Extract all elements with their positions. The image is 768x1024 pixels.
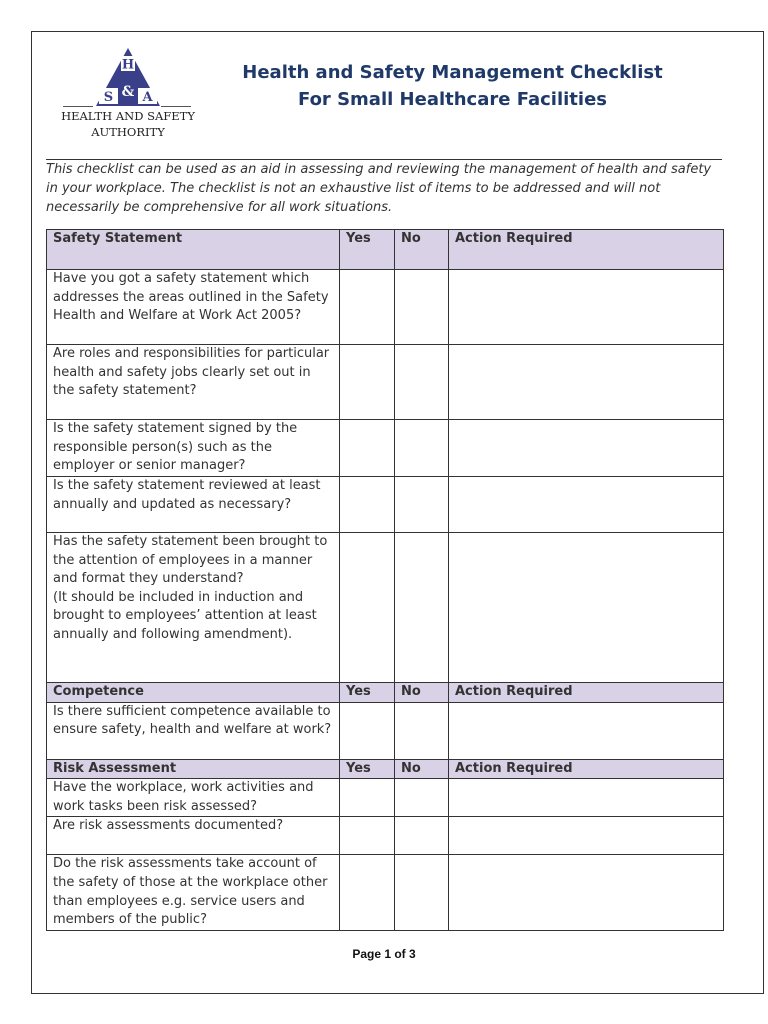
checklist-row: [47, 779, 724, 817]
checklist-row: [47, 702, 724, 759]
no-cell[interactable]: [395, 855, 449, 930]
section-title: Safety Statement: [47, 230, 340, 270]
yes-cell[interactable]: [340, 477, 395, 533]
action-cell[interactable]: [449, 420, 724, 477]
question-text: Do the risk assessments take account of the safety of those at the workplace other than employees e.g. service users and members of the public?: [47, 855, 340, 930]
checklist-row: [47, 817, 724, 855]
no-column-header: No: [395, 230, 449, 270]
no-cell[interactable]: [395, 702, 449, 759]
action-column-header: Action Required: [449, 683, 724, 703]
question-text: Is the safety statement reviewed at least annually and updated as necessary?: [47, 477, 340, 533]
no-cell[interactable]: [395, 270, 449, 345]
no-column-header: No: [395, 683, 449, 703]
section-header-row: [47, 759, 724, 779]
intro-paragraph: This checklist can be used as an aid in assessing and reviewing the management of health and safety in your workplace. The checklist is not an exhaustive list of items to be addressed and will not necessarily be comprehensive for all work situations.: [46, 162, 712, 215]
action-cell[interactable]: [449, 533, 724, 683]
no-cell[interactable]: [395, 420, 449, 477]
yes-column-header: Yes: [340, 230, 395, 270]
section-header-row: [47, 230, 724, 270]
no-cell[interactable]: [395, 533, 449, 683]
question-text: Are risk assessments documented?: [47, 817, 340, 855]
question-text: Are roles and responsibilities for particular health and safety jobs clearly set out in the safety statement?: [47, 345, 340, 420]
question-text: Have the workplace, work activities and work tasks been risk assessed?: [47, 779, 340, 817]
document-title: Health and Safety Management Checklist: [242, 62, 663, 83]
logo-rule-right: [161, 106, 191, 107]
yes-cell[interactable]: [340, 345, 395, 420]
logo-rule-left: [63, 106, 93, 107]
yes-cell[interactable]: [340, 702, 395, 759]
action-cell[interactable]: [449, 702, 724, 759]
checklist-row: [47, 477, 724, 533]
checklist-table: [46, 229, 724, 931]
question-text: Has the safety statement been brought to the attention of employees in a manner and format they understand? (It should be included in induction and brought to employees’ attention at least annually and following amendment).: [47, 533, 340, 683]
no-cell[interactable]: [395, 477, 449, 533]
yes-column-header: Yes: [340, 683, 395, 703]
section-title: Competence: [47, 683, 340, 703]
no-cell[interactable]: [395, 817, 449, 855]
checklist-row: [47, 270, 724, 345]
yes-column-header: Yes: [340, 759, 395, 779]
checklist-row: [47, 420, 724, 477]
action-cell[interactable]: [449, 855, 724, 930]
no-column-header: No: [395, 759, 449, 779]
logo-org-line-2: AUTHORITY: [91, 125, 165, 139]
yes-cell[interactable]: [340, 420, 395, 477]
action-cell[interactable]: [449, 477, 724, 533]
no-cell[interactable]: [395, 779, 449, 817]
question-text: Is the safety statement signed by the responsible person(s) such as the employer or senior manager?: [47, 420, 340, 477]
question-text: Have you got a safety statement which addresses the areas outlined in the Safety Health and Welfare at Work Act 2005?: [47, 270, 340, 345]
logo-letter-s: S: [103, 90, 114, 105]
logo-letter-h: H: [121, 57, 135, 73]
checklist-row: [47, 533, 724, 683]
logo-letter-a: A: [142, 90, 153, 105]
action-column-header: Action Required: [449, 230, 724, 270]
logo-ampersand: &: [121, 84, 135, 100]
logo-org-line-1: HEALTH AND SAFETY: [61, 109, 195, 123]
section-title: Risk Assessment: [47, 759, 340, 779]
yes-cell[interactable]: [340, 533, 395, 683]
action-cell[interactable]: [449, 817, 724, 855]
action-cell[interactable]: [449, 345, 724, 420]
question-text: Is there sufficient competence available to ensure safety, health and welfare at work?: [47, 702, 340, 759]
action-column-header: Action Required: [449, 759, 724, 779]
hsa-logo: [61, 47, 195, 143]
yes-cell[interactable]: [340, 817, 395, 855]
yes-cell[interactable]: [340, 270, 395, 345]
action-cell[interactable]: [449, 270, 724, 345]
checklist-row: [47, 855, 724, 930]
action-cell[interactable]: [449, 779, 724, 817]
yes-cell[interactable]: [340, 855, 395, 930]
document-subtitle: For Small Healthcare Facilities: [298, 89, 607, 110]
no-cell[interactable]: [395, 345, 449, 420]
yes-cell[interactable]: [340, 779, 395, 817]
checklist-row: [47, 345, 724, 420]
section-header-row: [47, 683, 724, 703]
hsa-triangle-emblem: [95, 47, 161, 107]
page-number: Page 1 of 3: [352, 947, 416, 961]
